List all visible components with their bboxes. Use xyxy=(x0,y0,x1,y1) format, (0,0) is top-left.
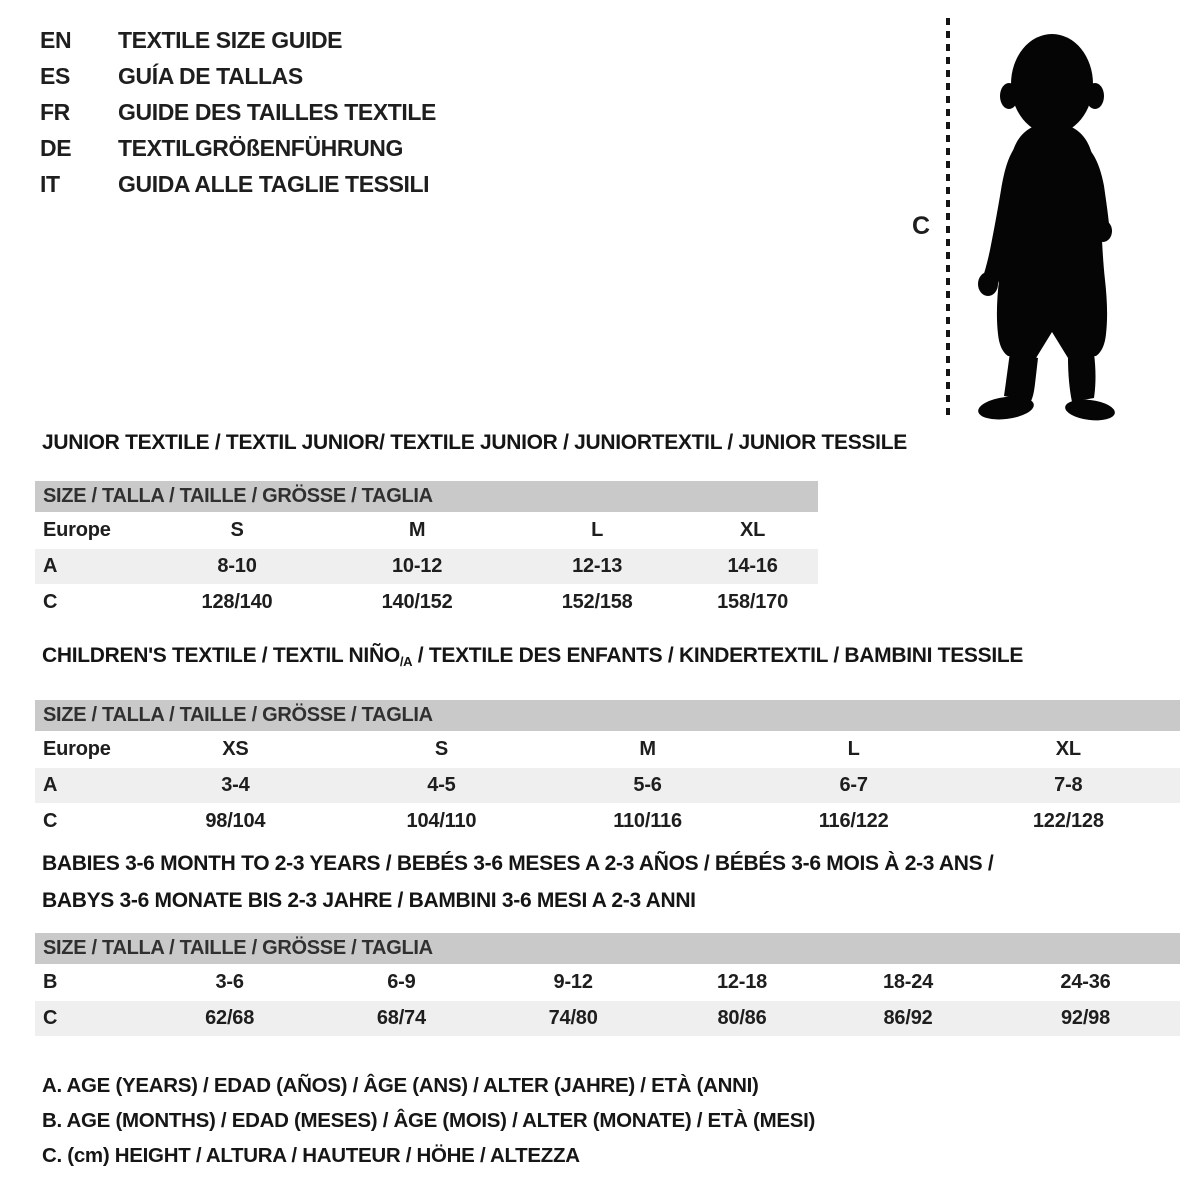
row-label: Europe xyxy=(43,738,111,760)
row-label: A xyxy=(43,555,58,577)
height-cell: 116/122 xyxy=(818,810,889,832)
size-cell: M xyxy=(639,738,656,760)
measurement-legend xyxy=(42,1068,815,1173)
age-cell: 12-18 xyxy=(716,971,768,993)
height-cell: 110/116 xyxy=(613,810,682,832)
size-cell: S xyxy=(434,738,449,760)
junior-textile-section xyxy=(35,430,907,620)
height-cell: 92/98 xyxy=(1060,1007,1111,1029)
age-cell: 3-4 xyxy=(221,774,250,796)
size-cell: XL xyxy=(1055,738,1081,760)
height-cell: 140/152 xyxy=(381,591,453,613)
language-row-es xyxy=(40,58,436,94)
height-cell: 86/92 xyxy=(883,1007,933,1029)
language-row-fr xyxy=(40,94,436,130)
legend-height-cm: C. (cm) HEIGHT / ALTURA / HAUTEUR / HÖHE / ALTEZZA xyxy=(42,1144,580,1167)
age-cell: 8-10 xyxy=(217,555,257,577)
language-title-list xyxy=(40,22,436,202)
language-row-it xyxy=(40,166,436,202)
height-cell: 98/104 xyxy=(205,810,266,832)
row-label: B xyxy=(43,971,58,993)
age-cell: 7-8 xyxy=(1054,774,1083,796)
children-title-subscript: /A xyxy=(399,654,413,669)
height-cell: 152/158 xyxy=(561,591,633,613)
language-title: TEXTILGRÖßENFÜHRUNG xyxy=(118,134,403,161)
age-cell: 9-12 xyxy=(553,971,593,993)
baby-silhouette-image xyxy=(962,22,1140,424)
size-cell: L xyxy=(847,738,860,760)
height-cell: 62/68 xyxy=(205,1007,255,1029)
table-row xyxy=(35,768,1180,803)
row-label: A xyxy=(43,774,58,796)
row-label: C xyxy=(43,810,58,832)
language-code: IT xyxy=(40,170,60,197)
children-size-header-bar: SIZE / TALLA / TAILLE / GRÖSSE / TAGLIA xyxy=(35,700,1180,731)
language-code: ES xyxy=(40,62,70,89)
age-cell: 18-24 xyxy=(882,971,934,993)
height-cell: 74/80 xyxy=(548,1007,598,1029)
row-label: C xyxy=(43,1007,58,1029)
language-code: EN xyxy=(40,26,72,53)
children-title-prefix: CHILDREN'S TEXTILE / TEXTIL NIÑO xyxy=(42,644,400,667)
size-cell: XL xyxy=(739,519,766,541)
age-cell: 6-9 xyxy=(387,971,416,993)
height-cell: 158/170 xyxy=(717,591,789,613)
height-cell: 128/140 xyxy=(201,591,273,613)
age-cell: 5-6 xyxy=(633,774,662,796)
language-code: DE xyxy=(40,134,72,161)
height-dashed-line xyxy=(946,18,950,418)
table-row xyxy=(35,732,1180,767)
table-row xyxy=(35,549,818,584)
age-cell: 14-16 xyxy=(727,555,778,577)
language-title: GUIDA ALLE TAGLIE TESSILI xyxy=(118,170,430,197)
table-row xyxy=(35,513,818,548)
babies-textile-section xyxy=(35,845,1180,1036)
table-row xyxy=(35,804,1180,839)
age-cell: 12-13 xyxy=(572,555,623,577)
size-cell: XS xyxy=(222,738,249,760)
babies-section-title xyxy=(35,845,1180,919)
height-measure-label: C xyxy=(912,212,931,240)
babies-title-line2: BABYS 3-6 MONATE BIS 2-3 JAHRE / BAMBINI 3-6 MESI A 2-3 ANNI xyxy=(42,889,696,912)
height-cell: 122/128 xyxy=(1032,810,1104,832)
age-cell: 3-6 xyxy=(215,971,244,993)
table-row xyxy=(35,585,818,620)
legend-age-years: A. AGE (YEARS) / EDAD (AÑOS) / ÂGE (ANS) / ALTER (JAHRE) / ETÀ (ANNI) xyxy=(42,1074,759,1097)
children-title-suffix: / TEXTILE DES ENFANTS / KINDERTEXTIL / BAMBINI TESSILE xyxy=(412,644,1024,667)
table-row xyxy=(35,1001,1180,1036)
children-section-title xyxy=(35,643,1180,674)
row-label: C xyxy=(43,591,58,613)
age-cell: 4-5 xyxy=(427,774,456,796)
height-cell: 68/74 xyxy=(376,1007,426,1029)
language-title: GUIDE DES TAILLES TEXTILE xyxy=(118,98,436,125)
children-textile-section xyxy=(35,643,1180,839)
height-cell: 104/110 xyxy=(406,810,477,832)
babies-size-header-bar: SIZE / TALLA / TAILLE / GRÖSSE / TAGLIA xyxy=(35,933,1180,964)
size-cell: S xyxy=(230,519,244,541)
legend-age-months: B. AGE (MONTHS) / EDAD (MESES) / ÂGE (MOIS) / ALTER (MONATE) / ETÀ (MESI) xyxy=(42,1109,816,1132)
row-label: Europe xyxy=(43,519,111,541)
junior-size-header-bar: SIZE / TALLA / TAILLE / GRÖSSE / TAGLIA xyxy=(35,481,818,512)
language-title: GUÍA DE TALLAS xyxy=(118,62,303,89)
height-cell: 80/86 xyxy=(717,1007,767,1029)
age-cell: 10-12 xyxy=(392,555,443,577)
height-measure-figure xyxy=(900,10,1200,430)
language-row-de xyxy=(40,130,436,166)
age-cell: 6-7 xyxy=(839,774,868,796)
language-row-en xyxy=(40,22,436,58)
junior-section-title: JUNIOR TEXTILE / TEXTIL JUNIOR/ TEXTILE JUNIOR / JUNIORTEXTIL / JUNIOR TESSILE xyxy=(42,431,907,454)
language-title: TEXTILE SIZE GUIDE xyxy=(118,26,343,53)
babies-title-line1: BABIES 3-6 MONTH TO 2-3 YEARS / BEBÉS 3-6 MESES A 2-3 AÑOS / BÉBÉS 3-6 MOIS À 2-3 ANS / xyxy=(42,852,994,875)
size-cell: L xyxy=(591,519,604,541)
age-cell: 24-36 xyxy=(1060,971,1111,993)
language-code: FR xyxy=(40,98,70,125)
size-cell: M xyxy=(408,519,426,541)
table-row xyxy=(35,965,1180,1000)
